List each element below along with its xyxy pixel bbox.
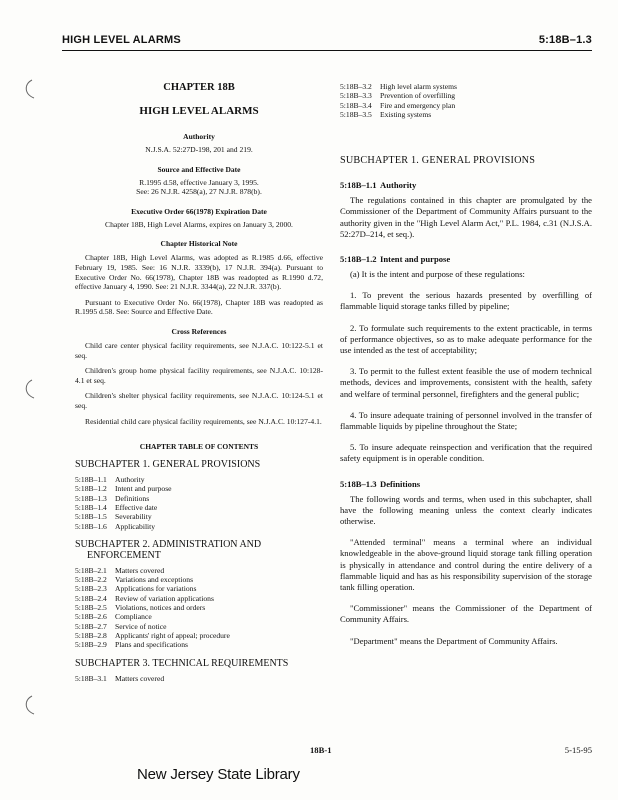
definition: "Department" means the Department of Community Affairs. bbox=[350, 635, 558, 646]
purpose-item: 5. To insure adequate reinspection and verification that the required safety equipment is in operable condition. bbox=[340, 442, 592, 464]
section-heading-authority bbox=[340, 180, 592, 190]
toc-item-number: 5:18B–3.5 bbox=[340, 109, 372, 119]
historical-note-paragraph: Pursuant to Executive Order No. 66(1978), Chapter 18B was readopted as R.1995 d.58. See: Source and Effective Date. bbox=[75, 297, 323, 317]
toc-item bbox=[75, 603, 323, 612]
toc-item bbox=[340, 110, 592, 119]
left-column bbox=[75, 82, 323, 683]
toc-item bbox=[75, 640, 323, 649]
section-title: Authority bbox=[380, 180, 417, 191]
purpose-item: 3. To permit to the fullest extent feasible the use of modern technical methods, devices and improvements, consistent with the health, safety and welfare of terminal personnel, firefighters and the general public; bbox=[340, 366, 592, 399]
toc-item-number: 5:18B–1.3 bbox=[75, 493, 107, 503]
definition: "Attended terminal" means a terminal where an individual knowledgeable in the above-ground liquid storage tank filling operation is physically in attendance and control during the entire delivery of a flammable liquid and has as his responsibility supervision of the storage tank filling operation. bbox=[340, 537, 592, 593]
toc-item bbox=[75, 584, 323, 593]
exec-order-text: Chapter 18B, High Level Alarms, expires on January 3, 2000. bbox=[105, 219, 293, 229]
toc-item-number: 5:18B–2.9 bbox=[75, 640, 107, 650]
toc-item bbox=[75, 594, 323, 603]
toc-item-number: 5:18B–1.2 bbox=[75, 484, 107, 494]
toc-item bbox=[75, 494, 323, 503]
toc-subchapter-2-line-2: ENFORCEMENT bbox=[87, 549, 161, 561]
toc-item-title: Authority bbox=[115, 475, 145, 485]
toc-item bbox=[75, 612, 323, 621]
cross-reference: Residential child care physical facility requirements, see N.J.A.C. 10:127-4.1. bbox=[85, 416, 322, 426]
toc-item bbox=[75, 674, 323, 683]
section-heading-definitions bbox=[340, 479, 592, 489]
toc-item-number: 5:18B–1.1 bbox=[75, 475, 107, 485]
historical-note-paragraph: Chapter 18B, High Level Alarms, was adopted as R.1985 d.66, effective February 19, 1985. See: 16 N.J.R. 3339(b), 17 N.J.R. 394(a). Pursuant to Executive Order No. 66(1978), Chapter 18B was readopted as R.1990 d.72, effective January 4, 1990. See: 21 N.J.R. 3344(a), 22 N.J.R. 337(b). bbox=[75, 253, 323, 292]
toc-item bbox=[340, 82, 592, 91]
section-number: 5:18B–1.1 bbox=[340, 180, 377, 191]
toc-item-number: 5:18B–1.6 bbox=[75, 521, 107, 531]
toc-item-title: Effective date bbox=[115, 502, 158, 512]
punch-hole-mark-icon bbox=[22, 694, 36, 716]
toc-item-title: Prevention of overfilling bbox=[380, 91, 456, 101]
toc-item bbox=[75, 475, 323, 484]
source-line-2: See: 26 N.J.R. 4258(a), 27 N.J.R. 878(b). bbox=[136, 187, 262, 197]
running-head-section: 5:18B–1.3 bbox=[538, 34, 592, 46]
toc-list-subchapter-1 bbox=[75, 475, 323, 531]
toc-heading: CHAPTER TABLE OF CONTENTS bbox=[139, 442, 259, 452]
library-stamp: New Jersey State Library bbox=[137, 766, 300, 783]
right-column bbox=[340, 82, 592, 647]
subchapter-1-heading: SUBCHAPTER 1. GENERAL PROVISIONS bbox=[340, 155, 536, 167]
toc-item-number: 5:18B–1.5 bbox=[75, 512, 107, 522]
header-rule bbox=[62, 50, 592, 51]
toc-item-number: 5:18B–2.4 bbox=[75, 593, 107, 603]
punch-hole-mark-icon bbox=[22, 378, 36, 400]
toc-subchapter-2-line-1: SUBCHAPTER 2. ADMINISTRATION AND bbox=[75, 538, 262, 550]
toc-item-title: Matters covered bbox=[115, 565, 165, 575]
toc-list-subchapter-3 bbox=[75, 674, 323, 683]
toc-item-title: Applications for variations bbox=[115, 584, 197, 594]
section-paragraph: The following words and terms, when used in this subchapter, shall have the following meaning unless the context clearly indicates otherwise. bbox=[340, 493, 592, 527]
toc-item bbox=[75, 484, 323, 493]
cross-reference: Child care center physical facility requirements, see N.J.A.C. 10:122-5.1 et seq. bbox=[75, 340, 323, 360]
toc-item-number: 5:18B–2.5 bbox=[75, 603, 107, 613]
toc-item-title: Matters covered bbox=[115, 673, 165, 683]
toc-list-subchapter-3-continued bbox=[340, 82, 592, 119]
purpose-item: 1. To prevent the serious hazards presented by overfilling of flammable liquid storage tanks filled by pipeline; bbox=[340, 290, 592, 312]
toc-item bbox=[75, 522, 323, 531]
toc-item-number: 5:18B–3.1 bbox=[75, 673, 107, 683]
page-folio: 18B-1 bbox=[310, 745, 332, 755]
toc-item bbox=[75, 575, 323, 584]
toc-list-subchapter-2 bbox=[75, 566, 323, 650]
exec-order-heading: Executive Order 66(1978) Expiration Date bbox=[131, 206, 267, 216]
toc-subchapter-2 bbox=[75, 539, 323, 561]
toc-item-title: Compliance bbox=[115, 612, 152, 622]
chapter-title: HIGH LEVEL ALARMS bbox=[139, 105, 259, 117]
toc-item-number: 5:18B–2.6 bbox=[75, 612, 107, 622]
toc-item-number: 5:18B–3.2 bbox=[340, 82, 372, 91]
toc-item bbox=[75, 622, 323, 631]
toc-item-title: Applicants' right of appeal; procedure bbox=[115, 630, 230, 640]
toc-item bbox=[75, 503, 323, 512]
section-number: 5:18B–1.3 bbox=[340, 478, 377, 489]
toc-item-number: 5:18B–2.8 bbox=[75, 630, 107, 640]
section-paragraph: The regulations contained in this chapter are promulgated by the Commissioner of the Department of Community Affairs pursuant to the authority given in the "High Level Alarm Act," P.L. 1984, c.31 (N.J.S.A. 52:27D–214, et seq.). bbox=[340, 195, 592, 239]
toc-item-title: Violations, notices and orders bbox=[115, 603, 206, 613]
toc-item-title: Existing systems bbox=[380, 109, 432, 119]
toc-item-title: Plans and specifications bbox=[115, 640, 188, 650]
running-head-title: HIGH LEVEL ALARMS bbox=[62, 34, 181, 46]
toc-item-title: High level alarm systems bbox=[380, 82, 457, 91]
toc-item-title: Applicability bbox=[115, 521, 156, 531]
page-date: 5-15-95 bbox=[564, 745, 592, 755]
toc-item-number: 5:18B–1.4 bbox=[75, 502, 107, 512]
section-title: Definitions bbox=[380, 478, 421, 489]
toc-item-title: Severability bbox=[115, 512, 152, 522]
cross-reference: Children's shelter physical facility requirements, see N.J.A.C. 10:124-5.1 et seq. bbox=[75, 391, 323, 410]
toc-item-title: Review of variation applications bbox=[115, 593, 214, 603]
toc-item-number: 5:18B–2.1 bbox=[75, 565, 107, 575]
cross-references-heading: Cross References bbox=[171, 326, 227, 336]
purpose-item: 2. To formulate such requirements to the extent practicable, in terms of performance objectives, so as to make adequate performance for the use intended as the test of acceptability; bbox=[340, 322, 592, 356]
toc-item-title: Intent and purpose bbox=[115, 484, 172, 494]
running-head bbox=[62, 34, 592, 46]
toc-subchapter-3: SUBCHAPTER 3. TECHNICAL REQUIREMENTS bbox=[75, 657, 289, 669]
section-paragraph: (a) It is the intent and purpose of these regulations: bbox=[350, 269, 525, 279]
section-number: 5:18B–1.2 bbox=[340, 254, 377, 264]
toc-item bbox=[75, 512, 323, 521]
toc-item bbox=[340, 101, 592, 110]
toc-item bbox=[340, 91, 592, 100]
toc-subchapter-1: SUBCHAPTER 1. GENERAL PROVISIONS bbox=[75, 459, 261, 471]
definition: "Commissioner" means the Commissioner of the Department of Community Affairs. bbox=[340, 603, 592, 625]
section-heading-intent bbox=[340, 254, 592, 264]
toc-item-number: 5:18B–2.7 bbox=[75, 621, 107, 631]
historical-note-heading: Chapter Historical Note bbox=[160, 239, 238, 249]
toc-item-number: 5:18B–2.3 bbox=[75, 584, 107, 594]
section-title: Intent and purpose bbox=[380, 254, 451, 264]
toc-item-number: 5:18B–3.3 bbox=[340, 91, 372, 101]
toc-item-number: 5:18B–2.2 bbox=[75, 575, 107, 585]
authority-heading: Authority bbox=[183, 132, 215, 141]
toc-item-title: Fire and emergency plan bbox=[380, 100, 456, 110]
source-line-1: R.1995 d.58, effective January 3, 1995. bbox=[139, 177, 259, 187]
chapter-number: CHAPTER 18B bbox=[163, 82, 235, 93]
source-heading: Source and Effective Date bbox=[157, 164, 241, 174]
toc-item-title: Service of notice bbox=[115, 621, 167, 631]
toc-item bbox=[75, 631, 323, 640]
punch-hole-mark-icon bbox=[22, 78, 36, 100]
purpose-item: 4. To insure adequate training of personnel involved in the transfer of flammable liquids by pipeline throughout the State; bbox=[340, 409, 592, 432]
toc-item bbox=[75, 566, 323, 575]
toc-item-title: Variations and exceptions bbox=[115, 575, 194, 585]
authority-text: N.J.S.A. 52:27D-198, 201 and 219. bbox=[145, 145, 253, 154]
cross-reference: Children's group home physical facility requirements, see N.J.A.C. 10:128-4.1 et seq. bbox=[75, 366, 323, 385]
toc-item-title: Definitions bbox=[115, 493, 150, 503]
toc-item-number: 5:18B–3.4 bbox=[340, 100, 372, 110]
